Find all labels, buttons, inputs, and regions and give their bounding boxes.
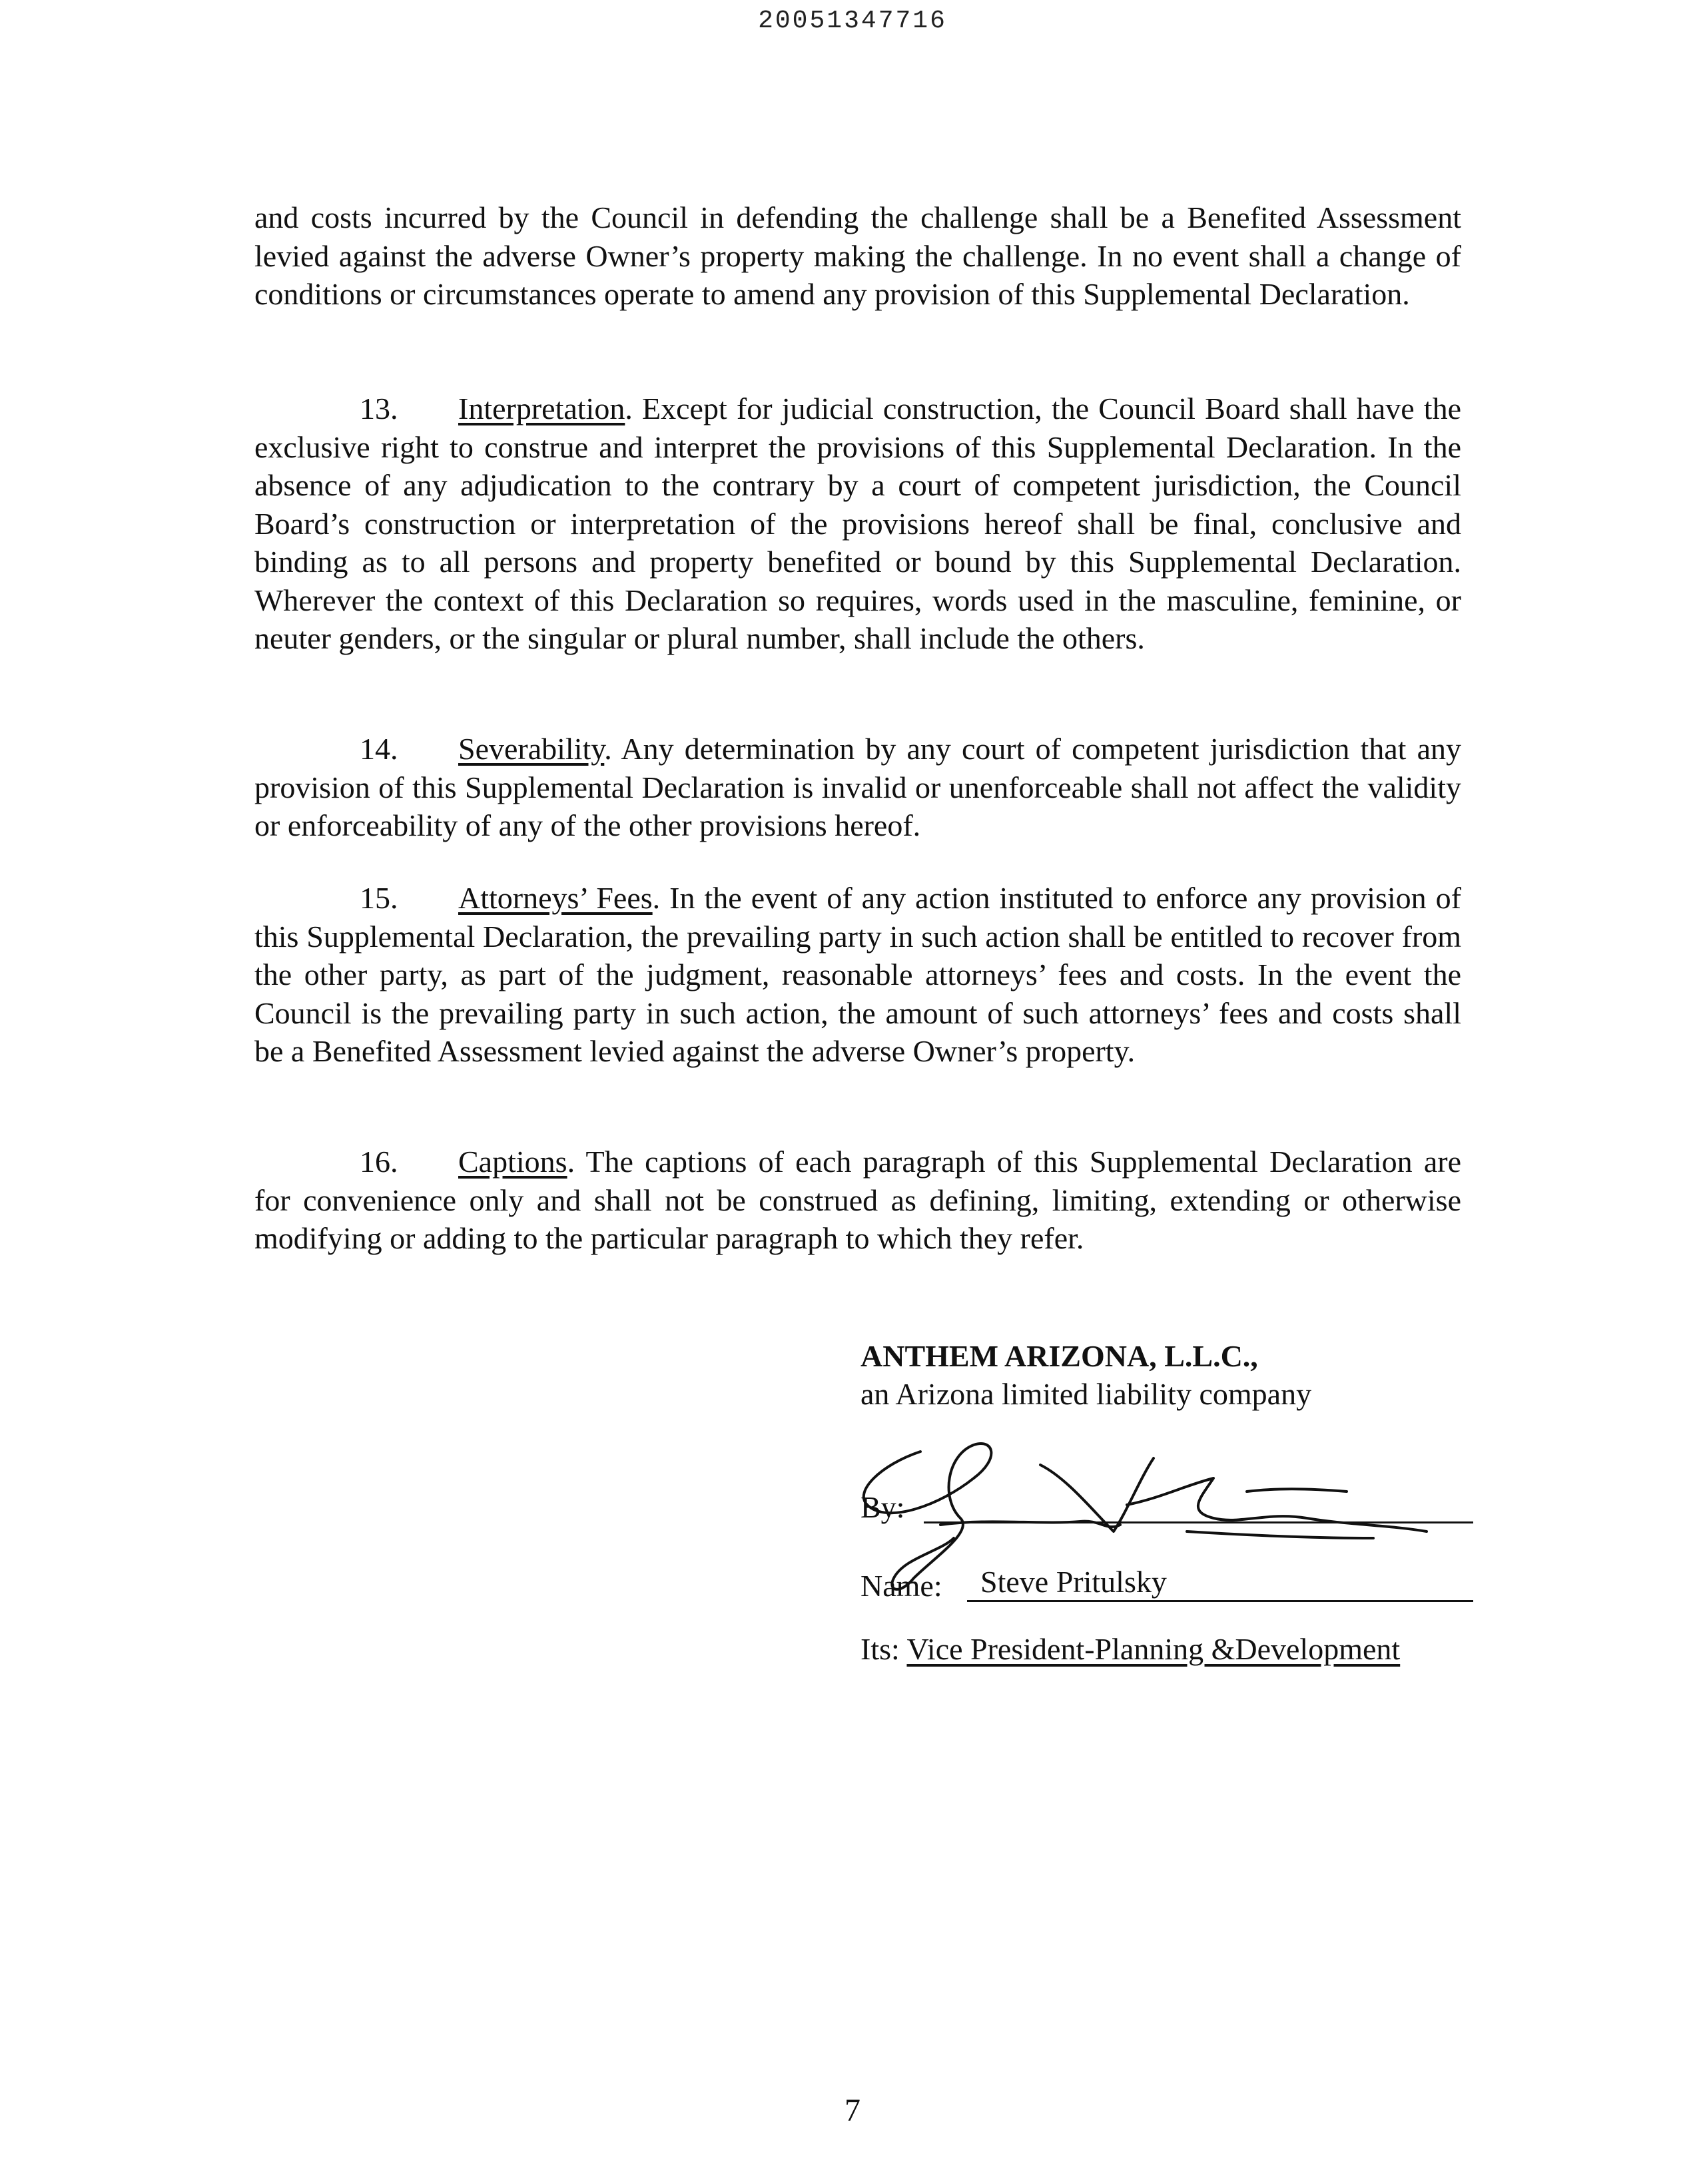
its-line — [860, 1630, 1473, 1668]
company-name: ANTHEM ARIZONA, L.L.C., — [860, 1339, 1258, 1373]
paragraph-text: . The captions of each paragraph of this Supplemental Declaration are for convenience only and shall not be construed as defining, limiting, extending or otherwise modifying or adding to the particular paragraph to which they refer. — [254, 1145, 1461, 1255]
by-label: By: — [860, 1490, 905, 1524]
paragraph-number: 16. — [360, 1145, 398, 1179]
paragraph-caption: Interpretation — [458, 392, 625, 425]
paragraph-text: . Except for judicial construction, the Council Board shall have the exclusive right to construe and interpret the provisions of this Supplemental Declaration. In the absence of any adjudication to the contrary by a court of competent jurisdiction, the Council Board’s construction or interpretation of the provisions hereof shall be final, conclusive and binding as to all persons and property benefited or bound by this Supplemental Declaration. Wherever the context of this Declaration so requires, words used in the masculine, feminine, or neuter genders, or the singular or plural number, shall include the others. — [254, 392, 1461, 655]
page-number: 7 — [845, 2093, 860, 2128]
paragraph-16 — [254, 1143, 1461, 1258]
paragraph-text: . In the event of any action instituted to enforce any provision of this Supplemental Declaration, the prevailing party in such action shall be entitled to recover from the other party, as part of the judgment, reasonable attorneys’ fees and costs. In the event the Council is the prevailing party in such action, the amount of such attorneys’ fees and costs shall be a Benefited Assessment levied against the adverse Owner’s property. — [254, 881, 1461, 1068]
paragraph-text: . Any determination by any court of competent jurisdiction that any provision of this Supplemental Declaration is invalid or unenforceable shall not affect the validity or enforceability of any of the other provisions hereof. — [254, 732, 1461, 842]
its-label: Its: — [860, 1632, 900, 1666]
signer-name: Steve Pritulsky — [980, 1565, 1167, 1599]
company-description: an Arizona limited liability company — [860, 1377, 1312, 1411]
paragraph-continuation: and costs incurred by the Council in defending the challenge shall be a Benefited Assessment levied against the adverse Owner’s property making the challenge. In no event shall a change of conditions or circumstances operate to amend any provision of this Supplemental Declaration. — [254, 200, 1461, 311]
paragraph-number: 13. — [360, 392, 398, 425]
paragraph-number: 15. — [360, 881, 398, 915]
name-label: Name: — [860, 1569, 942, 1603]
handwritten-signature — [841, 1425, 1467, 1611]
signer-title: Vice President-Planning &Development — [906, 1632, 1401, 1666]
paragraph-caption: Severability — [458, 732, 605, 766]
recording-number: 20051347716 — [758, 7, 947, 35]
paragraph-number: 14. — [360, 732, 398, 766]
paragraph-caption: Attorneys’ Fees — [458, 881, 653, 915]
paragraph-14 — [254, 730, 1461, 845]
paragraph-15 — [254, 879, 1461, 1071]
paragraph-13 — [254, 390, 1461, 658]
paragraph-caption: Captions — [458, 1145, 567, 1179]
